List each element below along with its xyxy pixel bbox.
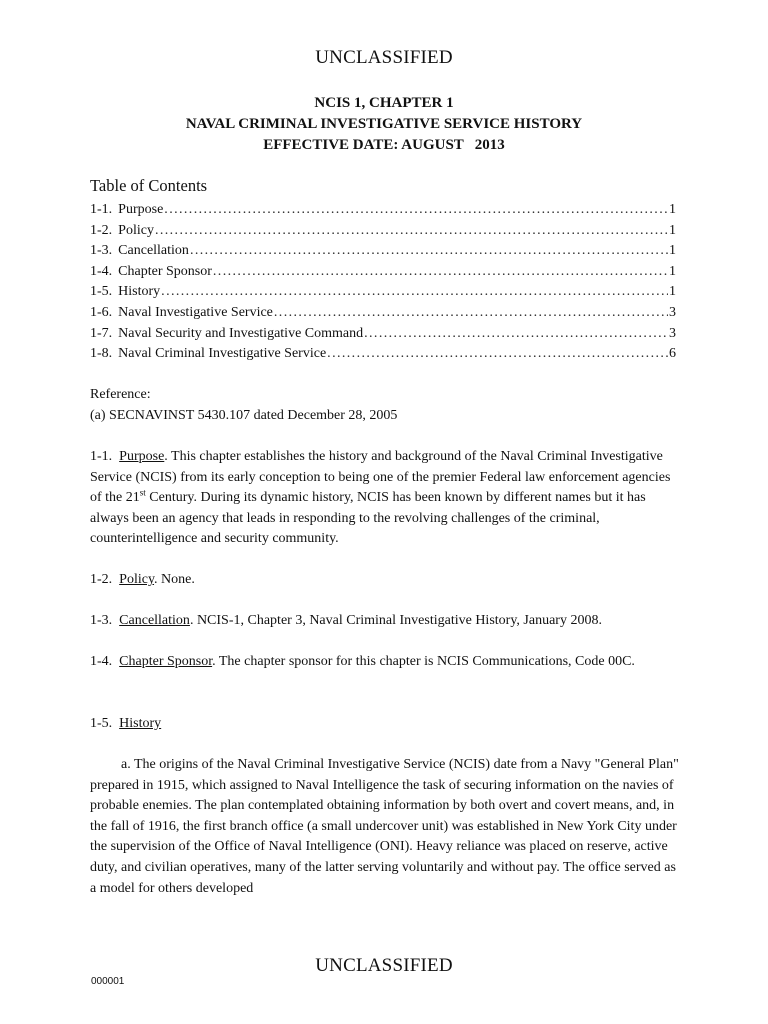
toc-item-label: Chapter Sponsor (118, 263, 212, 279)
toc-item-number: 1-1. (90, 202, 113, 217)
toc-item-label: Naval Criminal Investigative Service (118, 346, 327, 362)
table-of-contents (90, 200, 676, 365)
section-number: 1-2. (90, 572, 113, 587)
toc-leader (327, 344, 668, 365)
reference-item-a: (a) SECNAVINST 5430.107 dated December 28, 2005 (90, 407, 398, 423)
document-heading (0, 93, 768, 156)
section-title: Policy (119, 572, 155, 587)
toc-item-number: 1-6. (90, 304, 113, 320)
toc-item[interactable] (90, 303, 676, 324)
reference-label: Reference: (90, 387, 151, 402)
toc-item-label: Policy (118, 222, 154, 238)
toc-item-label: History (118, 284, 161, 300)
section-number: 1-1. (90, 449, 113, 464)
section-history-heading (90, 714, 680, 735)
toc-item[interactable] (90, 241, 676, 262)
toc-leader (190, 241, 668, 262)
toc-title: Table of Contents (90, 176, 208, 195)
toc-item[interactable] (90, 324, 676, 345)
toc-item-number: 1-7. (90, 325, 113, 341)
toc-item-label: Naval Investigative Service (118, 304, 273, 320)
toc-item-page: 1 (669, 243, 676, 259)
reference-block (90, 385, 680, 426)
history-paragraph-a: a. The origins of the Naval Criminal Investigative Service (NCIS) date from a Navy "General Plan" prepared in 1915, which assigned to Naval Intelligence the task of securing information on the navies of probable enemies. The plan contemplated obtaining information by both overt and covert means, and, in the fall of 1916, the first branch office (a small undercover unit) was established in New York City under the supervision of the Office of Naval Intelligence (ONI). Heavy reliance was placed on reserve, active duty, and civilian operatives, many of the latter serving voluntarily and without pay. The office served as a model for others developed (90, 757, 679, 896)
toc-item-page: 6 (669, 346, 676, 362)
ordinal-suffix: st (139, 487, 146, 498)
section-sponsor (90, 652, 680, 673)
section-number: 1-4. (90, 654, 113, 669)
title-line: NAVAL CRIMINAL INVESTIGATIVE SERVICE HISTORY (185, 116, 583, 132)
section-text: . NCIS-1, Chapter 3, Naval Criminal Investigative History, January 2008. (189, 613, 602, 628)
section-title: Purpose (119, 449, 165, 464)
section-text: . None. (154, 572, 195, 587)
toc-item[interactable] (90, 344, 676, 365)
section-text: . This chapter establishes the history and background of the Naval Criminal Investigative Service (NCIS) from its early conception to being one of the premier Federal law enforcement agencies of the 21 (90, 449, 671, 506)
toc-leader (161, 282, 668, 303)
toc-leader (155, 221, 668, 242)
section-text: . The chapter sponsor for this chapter is NCIS Communications, Code 00C. (212, 654, 635, 669)
section-cancellation (90, 611, 680, 632)
section-title: Chapter Sponsor (119, 654, 213, 669)
toc-item-label: Naval Security and Investigative Command (118, 325, 364, 341)
toc-item-page: 3 (669, 325, 676, 341)
section-policy (90, 570, 680, 591)
toc-leader (274, 303, 668, 324)
toc-leader (213, 262, 668, 283)
toc-item-number: 1-8. (90, 346, 113, 362)
section-purpose (90, 447, 680, 550)
section-title: Cancellation (119, 613, 190, 628)
toc-item-label: Purpose (118, 202, 164, 217)
toc-leader (164, 200, 668, 221)
section-number: 1-3. (90, 613, 113, 628)
section-number: 1-5. (90, 716, 113, 731)
section-title: History (119, 716, 162, 731)
section-text-continued: Century. During its dynamic history, NCIS has been known by different names but it has always been an agency that leads in responding to the revolving challenges of the criminal, counterintelligence and security community. (90, 490, 646, 547)
chapter-line: NCIS 1, CHAPTER 1 (314, 95, 454, 111)
effective-date-line: EFFECTIVE DATE: AUGUST 2013 (263, 137, 505, 153)
toc-leader (364, 324, 668, 345)
toc-item-page: 1 (669, 202, 676, 217)
toc-item-number: 1-5. (90, 284, 113, 300)
toc-item-page: 1 (669, 222, 676, 238)
classification-header: UNCLASSIFIED (315, 47, 453, 68)
toc-item-number: 1-4. (90, 263, 113, 279)
page-id: 000001 (91, 976, 125, 987)
toc-item-number: 1-3. (90, 243, 113, 259)
toc-item[interactable] (90, 200, 676, 221)
toc-item-number: 1-2. (90, 222, 113, 238)
toc-item-label: Cancellation (118, 243, 189, 259)
toc-item[interactable] (90, 282, 676, 303)
toc-item-page: 1 (669, 284, 676, 300)
toc-item-page: 1 (669, 263, 676, 279)
toc-item[interactable] (90, 262, 676, 283)
classification-footer: UNCLASSIFIED (315, 955, 453, 976)
toc-item[interactable] (90, 221, 676, 242)
toc-item-page: 3 (669, 304, 676, 320)
